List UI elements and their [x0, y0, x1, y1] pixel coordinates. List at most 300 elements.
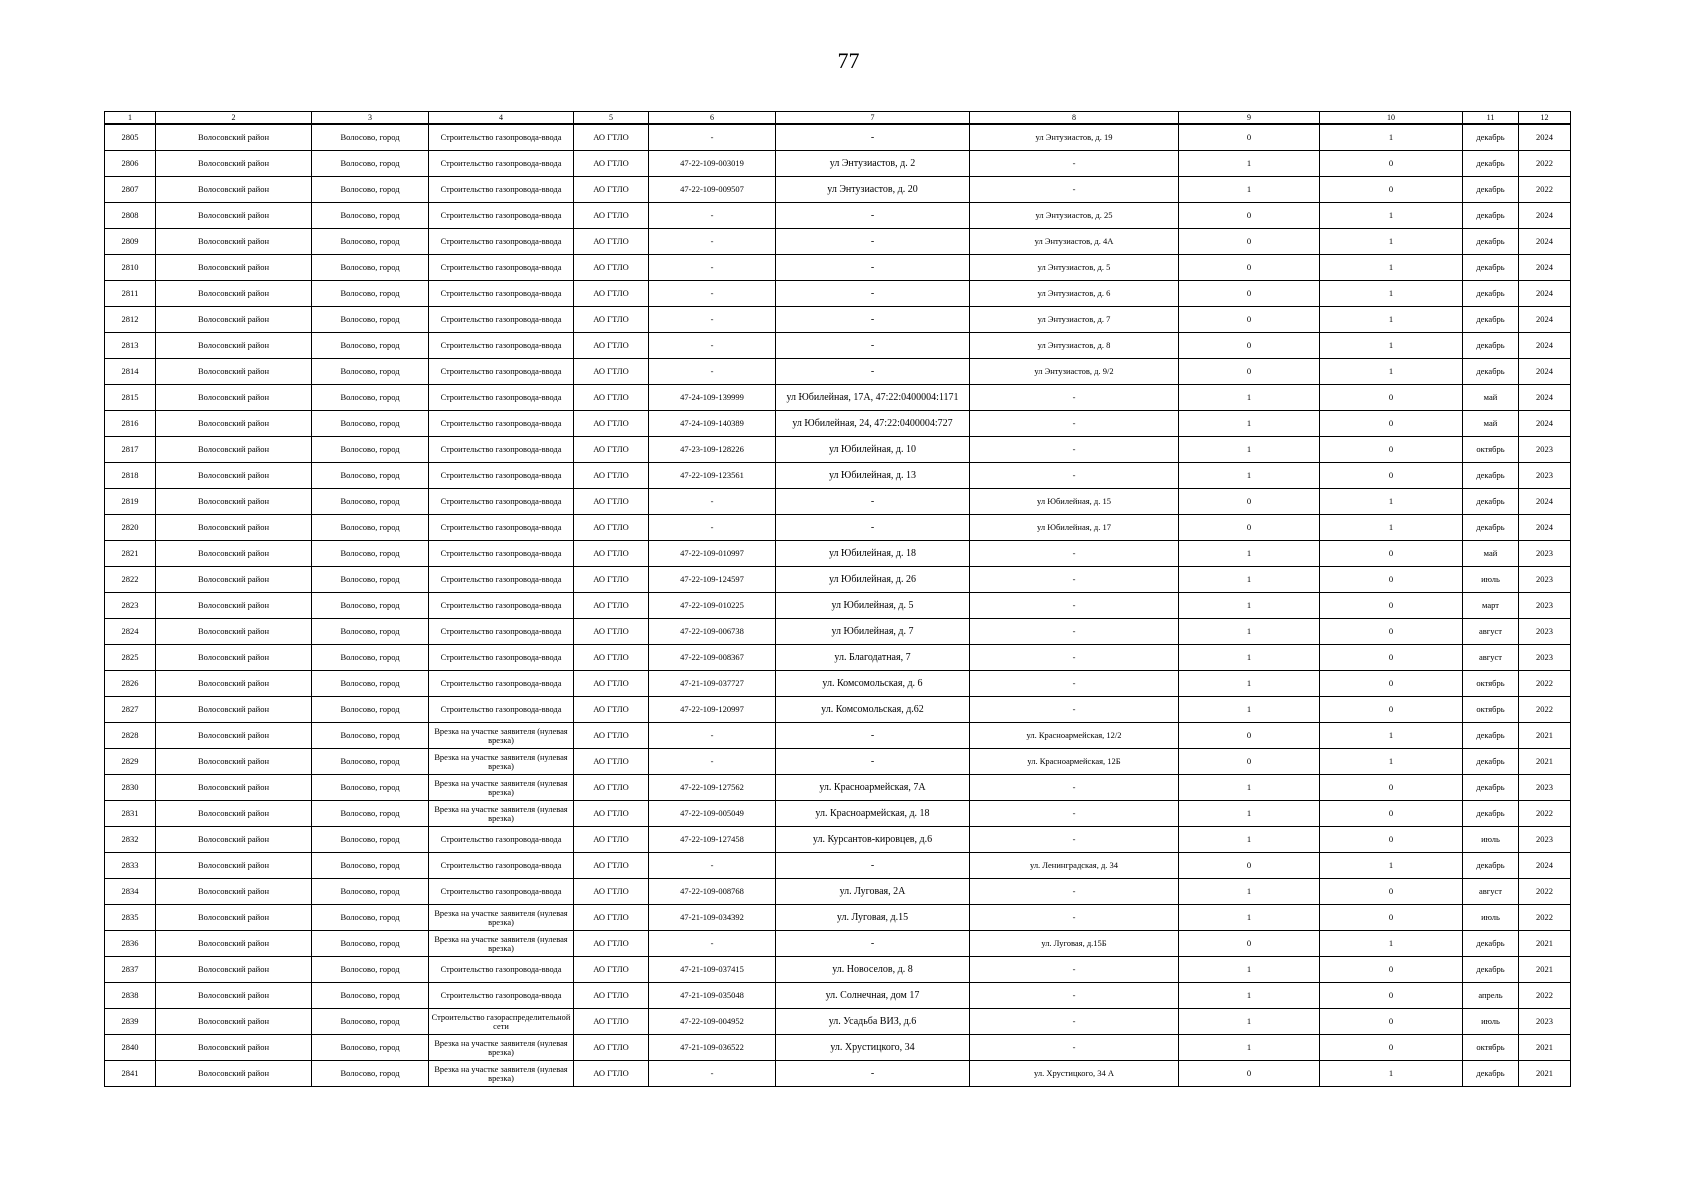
count-a-cell: 0 [1179, 489, 1320, 515]
registration-number-cell: 47-22-109-005049 [649, 801, 776, 827]
month-cell: декабрь [1463, 957, 1519, 983]
applicant-address-cell: - [970, 879, 1179, 905]
count-b-cell: 1 [1320, 1061, 1463, 1087]
work-type-cell: Строительство газораспределительной сети [429, 1009, 574, 1035]
registration-number-cell: - [649, 203, 776, 229]
count-b-cell: 0 [1320, 801, 1463, 827]
organization-cell: АО ГТЛО [574, 775, 649, 801]
organization-cell: АО ГТЛО [574, 203, 649, 229]
month-cell: декабрь [1463, 203, 1519, 229]
applicant-address-cell: ул. Хрустицкого, 34 А [970, 1061, 1179, 1087]
table-row [105, 645, 1571, 671]
district-cell: Волосовский район [156, 957, 312, 983]
work-type-cell: Строительство газопровода-ввода [429, 255, 574, 281]
year-cell: 2022 [1519, 671, 1571, 697]
object-address-cell: ул. Хрустицкого, 34 [776, 1035, 970, 1061]
applicant-address-cell: - [970, 567, 1179, 593]
settlement-cell: Волосово, город [312, 437, 429, 463]
month-cell: июль [1463, 905, 1519, 931]
settlement-cell: Волосово, город [312, 567, 429, 593]
organization-cell: АО ГТЛО [574, 124, 649, 151]
district-cell: Волосовский район [156, 515, 312, 541]
count-a-cell: 1 [1179, 775, 1320, 801]
settlement-cell: Волосово, город [312, 905, 429, 931]
settlement-cell: Волосово, город [312, 463, 429, 489]
organization-cell: АО ГТЛО [574, 229, 649, 255]
object-address-cell: - [776, 229, 970, 255]
registration-number-cell: 47-22-109-004952 [649, 1009, 776, 1035]
month-cell: август [1463, 645, 1519, 671]
organization-cell: АО ГТЛО [574, 827, 649, 853]
object-address-cell: ул. Новоселов, д. 8 [776, 957, 970, 983]
object-address-cell: ул Юбилейная, д. 10 [776, 437, 970, 463]
registration-number-cell: - [649, 124, 776, 151]
row-number-cell: 2830 [105, 775, 156, 801]
column-header: 8 [970, 112, 1179, 125]
count-a-cell: 0 [1179, 229, 1320, 255]
applicant-address-cell: ул Энтузиастов, д. 5 [970, 255, 1179, 281]
object-address-cell: ул Энтузиастов, д. 20 [776, 177, 970, 203]
object-address-cell: ул. Комсомольская, д.62 [776, 697, 970, 723]
registration-number-cell: - [649, 723, 776, 749]
row-number-cell: 2828 [105, 723, 156, 749]
month-cell: июль [1463, 1009, 1519, 1035]
applicant-address-cell: - [970, 541, 1179, 567]
year-cell: 2024 [1519, 307, 1571, 333]
header-row [105, 112, 1571, 125]
row-number-cell: 2836 [105, 931, 156, 957]
table-row [105, 515, 1571, 541]
district-cell: Волосовский район [156, 177, 312, 203]
district-cell: Волосовский район [156, 281, 312, 307]
table-row [105, 489, 1571, 515]
registration-number-cell: - [649, 359, 776, 385]
row-number-cell: 2826 [105, 671, 156, 697]
column-header: 12 [1519, 112, 1571, 125]
district-cell: Волосовский район [156, 801, 312, 827]
district-cell: Волосовский район [156, 203, 312, 229]
object-address-cell: ул. Луговая, д.15 [776, 905, 970, 931]
month-cell: июль [1463, 827, 1519, 853]
month-cell: октябрь [1463, 437, 1519, 463]
month-cell: май [1463, 411, 1519, 437]
object-address-cell: ул. Луговая, 2А [776, 879, 970, 905]
settlement-cell: Волосово, город [312, 255, 429, 281]
count-b-cell: 0 [1320, 983, 1463, 1009]
year-cell: 2023 [1519, 437, 1571, 463]
organization-cell: АО ГТЛО [574, 515, 649, 541]
row-number-cell: 2829 [105, 749, 156, 775]
count-a-cell: 0 [1179, 515, 1320, 541]
table-row [105, 801, 1571, 827]
count-a-cell: 0 [1179, 124, 1320, 151]
object-address-cell: ул. Комсомольская, д. 6 [776, 671, 970, 697]
month-cell: октябрь [1463, 1035, 1519, 1061]
row-number-cell: 2811 [105, 281, 156, 307]
row-number-cell: 2841 [105, 1061, 156, 1087]
registration-number-cell: 47-21-109-037727 [649, 671, 776, 697]
row-number-cell: 2816 [105, 411, 156, 437]
work-type-cell: Строительство газопровода-ввода [429, 515, 574, 541]
year-cell: 2022 [1519, 177, 1571, 203]
district-cell: Волосовский район [156, 567, 312, 593]
count-b-cell: 0 [1320, 541, 1463, 567]
month-cell: август [1463, 619, 1519, 645]
applicant-address-cell: - [970, 671, 1179, 697]
registration-number-cell: 47-21-109-037415 [649, 957, 776, 983]
year-cell: 2024 [1519, 359, 1571, 385]
table-row [105, 853, 1571, 879]
month-cell: декабрь [1463, 307, 1519, 333]
registration-number-cell: - [649, 489, 776, 515]
month-cell: декабрь [1463, 489, 1519, 515]
row-number-cell: 2824 [105, 619, 156, 645]
registration-number-cell: - [649, 749, 776, 775]
applicant-address-cell: - [970, 1035, 1179, 1061]
object-address-cell: ул Юбилейная, д. 5 [776, 593, 970, 619]
organization-cell: АО ГТЛО [574, 1009, 649, 1035]
count-b-cell: 1 [1320, 359, 1463, 385]
row-number-cell: 2808 [105, 203, 156, 229]
work-type-cell: Строительство газопровода-ввода [429, 827, 574, 853]
month-cell: август [1463, 879, 1519, 905]
organization-cell: АО ГТЛО [574, 437, 649, 463]
year-cell: 2021 [1519, 957, 1571, 983]
applicant-address-cell: ул. Ленинградская, д. 34 [970, 853, 1179, 879]
registration-number-cell: - [649, 333, 776, 359]
organization-cell: АО ГТЛО [574, 749, 649, 775]
month-cell: декабрь [1463, 1061, 1519, 1087]
work-type-cell: Строительство газопровода-ввода [429, 385, 574, 411]
organization-cell: АО ГТЛО [574, 593, 649, 619]
month-cell: декабрь [1463, 255, 1519, 281]
applicant-address-cell: ул Энтузиастов, д. 4А [970, 229, 1179, 255]
count-a-cell: 1 [1179, 437, 1320, 463]
organization-cell: АО ГТЛО [574, 333, 649, 359]
work-type-cell: Строительство газопровода-ввода [429, 203, 574, 229]
settlement-cell: Волосово, город [312, 801, 429, 827]
registration-number-cell: - [649, 1061, 776, 1087]
count-b-cell: 0 [1320, 1009, 1463, 1035]
object-address-cell: - [776, 489, 970, 515]
settlement-cell: Волосово, город [312, 749, 429, 775]
settlement-cell: Волосово, город [312, 411, 429, 437]
object-address-cell: - [776, 281, 970, 307]
registration-number-cell: - [649, 255, 776, 281]
organization-cell: АО ГТЛО [574, 177, 649, 203]
table-row [105, 723, 1571, 749]
district-cell: Волосовский район [156, 931, 312, 957]
applicant-address-cell: ул Энтузиастов, д. 9/2 [970, 359, 1179, 385]
month-cell: апрель [1463, 983, 1519, 1009]
settlement-cell: Волосово, город [312, 541, 429, 567]
table-row [105, 957, 1571, 983]
count-a-cell: 1 [1179, 411, 1320, 437]
district-cell: Волосовский район [156, 853, 312, 879]
count-b-cell: 0 [1320, 151, 1463, 177]
row-number-cell: 2817 [105, 437, 156, 463]
count-b-cell: 1 [1320, 124, 1463, 151]
count-a-cell: 0 [1179, 931, 1320, 957]
registration-number-cell: - [649, 853, 776, 879]
work-type-cell: Врезка на участке заявителя (нулевая врезка) [429, 723, 574, 749]
applicant-address-cell: - [970, 619, 1179, 645]
object-address-cell: - [776, 723, 970, 749]
applicant-address-cell: - [970, 463, 1179, 489]
year-cell: 2023 [1519, 645, 1571, 671]
applicant-address-cell: ул Энтузиастов, д. 7 [970, 307, 1179, 333]
table-row [105, 359, 1571, 385]
organization-cell: АО ГТЛО [574, 463, 649, 489]
applicant-address-cell: - [970, 905, 1179, 931]
district-cell: Волосовский район [156, 879, 312, 905]
count-a-cell: 1 [1179, 671, 1320, 697]
organization-cell: АО ГТЛО [574, 255, 649, 281]
object-address-cell: - [776, 1061, 970, 1087]
district-cell: Волосовский район [156, 905, 312, 931]
work-type-cell: Строительство газопровода-ввода [429, 541, 574, 567]
year-cell: 2024 [1519, 281, 1571, 307]
work-type-cell: Строительство газопровода-ввода [429, 281, 574, 307]
district-cell: Волосовский район [156, 255, 312, 281]
settlement-cell: Волосово, город [312, 515, 429, 541]
year-cell: 2022 [1519, 905, 1571, 931]
organization-cell: АО ГТЛО [574, 1061, 649, 1087]
registration-number-cell: 47-23-109-128226 [649, 437, 776, 463]
registration-number-cell: 47-22-109-008768 [649, 879, 776, 905]
work-type-cell: Врезка на участке заявителя (нулевая врезка) [429, 905, 574, 931]
applicant-address-cell: ул Энтузиастов, д. 25 [970, 203, 1179, 229]
work-type-cell: Врезка на участке заявителя (нулевая врезка) [429, 749, 574, 775]
table-row [105, 307, 1571, 333]
registration-number-cell: 47-22-109-120997 [649, 697, 776, 723]
applicant-address-cell: - [970, 177, 1179, 203]
work-type-cell: Врезка на участке заявителя (нулевая врезка) [429, 1035, 574, 1061]
count-a-cell: 1 [1179, 1035, 1320, 1061]
settlement-cell: Волосово, город [312, 489, 429, 515]
object-address-cell: ул. Красноармейская, д. 18 [776, 801, 970, 827]
district-cell: Волосовский район [156, 541, 312, 567]
count-b-cell: 1 [1320, 281, 1463, 307]
work-type-cell: Строительство газопровода-ввода [429, 671, 574, 697]
month-cell: декабрь [1463, 723, 1519, 749]
month-cell: май [1463, 385, 1519, 411]
month-cell: декабрь [1463, 463, 1519, 489]
district-cell: Волосовский район [156, 697, 312, 723]
year-cell: 2023 [1519, 1009, 1571, 1035]
work-type-cell: Строительство газопровода-ввода [429, 697, 574, 723]
count-a-cell: 1 [1179, 1009, 1320, 1035]
row-number-cell: 2822 [105, 567, 156, 593]
column-header: 4 [429, 112, 574, 125]
applicant-address-cell: - [970, 801, 1179, 827]
registration-number-cell: 47-22-109-010997 [649, 541, 776, 567]
work-type-cell: Строительство газопровода-ввода [429, 567, 574, 593]
row-number-cell: 2825 [105, 645, 156, 671]
organization-cell: АО ГТЛО [574, 957, 649, 983]
table-row [105, 879, 1571, 905]
count-b-cell: 0 [1320, 411, 1463, 437]
count-a-cell: 0 [1179, 359, 1320, 385]
work-type-cell: Врезка на участке заявителя (нулевая врезка) [429, 931, 574, 957]
object-address-cell: ул. Красноармейская, 7А [776, 775, 970, 801]
settlement-cell: Волосово, город [312, 385, 429, 411]
count-b-cell: 0 [1320, 957, 1463, 983]
count-a-cell: 1 [1179, 697, 1320, 723]
work-type-cell: Строительство газопровода-ввода [429, 177, 574, 203]
work-type-cell: Строительство газопровода-ввода [429, 411, 574, 437]
table-row [105, 697, 1571, 723]
column-header: 1 [105, 112, 156, 125]
count-a-cell: 1 [1179, 567, 1320, 593]
registration-number-cell: - [649, 515, 776, 541]
row-number-cell: 2827 [105, 697, 156, 723]
column-header: 2 [156, 112, 312, 125]
work-type-cell: Строительство газопровода-ввода [429, 879, 574, 905]
count-b-cell: 1 [1320, 229, 1463, 255]
count-b-cell: 0 [1320, 437, 1463, 463]
settlement-cell: Волосово, город [312, 619, 429, 645]
applicant-address-cell: ул. Красноармейская, 12Б [970, 749, 1179, 775]
count-b-cell: 0 [1320, 177, 1463, 203]
registration-number-cell: 47-21-109-035048 [649, 983, 776, 1009]
month-cell: декабрь [1463, 333, 1519, 359]
registration-number-cell: 47-22-109-008367 [649, 645, 776, 671]
object-address-cell: ул Юбилейная, д. 18 [776, 541, 970, 567]
row-number-cell: 2831 [105, 801, 156, 827]
year-cell: 2024 [1519, 333, 1571, 359]
settlement-cell: Волосово, город [312, 671, 429, 697]
month-cell: октябрь [1463, 697, 1519, 723]
settlement-cell: Волосово, город [312, 229, 429, 255]
count-a-cell: 0 [1179, 281, 1320, 307]
registration-number-cell: 47-24-109-139999 [649, 385, 776, 411]
organization-cell: АО ГТЛО [574, 983, 649, 1009]
applicant-address-cell: ул Юбилейная, д. 15 [970, 489, 1179, 515]
object-address-cell: ул. Усадьба ВИЗ, д.6 [776, 1009, 970, 1035]
district-cell: Волосовский район [156, 1035, 312, 1061]
year-cell: 2024 [1519, 124, 1571, 151]
row-number-cell: 2839 [105, 1009, 156, 1035]
year-cell: 2024 [1519, 385, 1571, 411]
column-header: 10 [1320, 112, 1463, 125]
row-number-cell: 2819 [105, 489, 156, 515]
settlement-cell: Волосово, город [312, 307, 429, 333]
row-number-cell: 2809 [105, 229, 156, 255]
work-type-cell: Строительство газопровода-ввода [429, 124, 574, 151]
table-row [105, 281, 1571, 307]
count-a-cell: 0 [1179, 255, 1320, 281]
table-row [105, 1035, 1571, 1061]
row-number-cell: 2820 [105, 515, 156, 541]
row-number-cell: 2838 [105, 983, 156, 1009]
district-cell: Волосовский район [156, 333, 312, 359]
count-a-cell: 1 [1179, 801, 1320, 827]
row-number-cell: 2818 [105, 463, 156, 489]
year-cell: 2023 [1519, 593, 1571, 619]
district-cell: Волосовский район [156, 983, 312, 1009]
row-number-cell: 2837 [105, 957, 156, 983]
count-a-cell: 0 [1179, 203, 1320, 229]
row-number-cell: 2810 [105, 255, 156, 281]
district-cell: Волосовский район [156, 437, 312, 463]
applicant-address-cell: - [970, 827, 1179, 853]
table-row [105, 151, 1571, 177]
year-cell: 2021 [1519, 749, 1571, 775]
settlement-cell: Волосово, город [312, 333, 429, 359]
organization-cell: АО ГТЛО [574, 697, 649, 723]
table-row [105, 437, 1571, 463]
work-type-cell: Врезка на участке заявителя (нулевая врезка) [429, 775, 574, 801]
organization-cell: АО ГТЛО [574, 723, 649, 749]
year-cell: 2024 [1519, 255, 1571, 281]
table-row [105, 567, 1571, 593]
registration-number-cell: 47-22-109-006738 [649, 619, 776, 645]
district-cell: Волосовский район [156, 463, 312, 489]
year-cell: 2023 [1519, 567, 1571, 593]
settlement-cell: Волосово, город [312, 593, 429, 619]
count-b-cell: 1 [1320, 489, 1463, 515]
organization-cell: АО ГТЛО [574, 411, 649, 437]
registry-table [104, 111, 1571, 1087]
count-b-cell: 1 [1320, 749, 1463, 775]
year-cell: 2024 [1519, 411, 1571, 437]
work-type-cell: Врезка на участке заявителя (нулевая врезка) [429, 1061, 574, 1087]
count-b-cell: 1 [1320, 931, 1463, 957]
object-address-cell: ул Юбилейная, 24, 47:22:0400004:727 [776, 411, 970, 437]
row-number-cell: 2812 [105, 307, 156, 333]
applicant-address-cell: ул. Луговая, д.15Б [970, 931, 1179, 957]
district-cell: Волосовский район [156, 723, 312, 749]
count-b-cell: 0 [1320, 905, 1463, 931]
count-b-cell: 0 [1320, 879, 1463, 905]
month-cell: декабрь [1463, 749, 1519, 775]
work-type-cell: Строительство газопровода-ввода [429, 957, 574, 983]
table-row [105, 203, 1571, 229]
object-address-cell: - [776, 124, 970, 151]
organization-cell: АО ГТЛО [574, 567, 649, 593]
registration-number-cell: 47-22-109-009507 [649, 177, 776, 203]
table-header [105, 112, 1571, 125]
month-cell: декабрь [1463, 229, 1519, 255]
count-b-cell: 1 [1320, 723, 1463, 749]
count-b-cell: 0 [1320, 463, 1463, 489]
year-cell: 2023 [1519, 619, 1571, 645]
district-cell: Волосовский район [156, 671, 312, 697]
year-cell: 2021 [1519, 1035, 1571, 1061]
work-type-cell: Строительство газопровода-ввода [429, 983, 574, 1009]
applicant-address-cell: - [970, 151, 1179, 177]
row-number-cell: 2821 [105, 541, 156, 567]
month-cell: июль [1463, 567, 1519, 593]
registration-number-cell: 47-21-109-034392 [649, 905, 776, 931]
work-type-cell: Строительство газопровода-ввода [429, 333, 574, 359]
applicant-address-cell: - [970, 385, 1179, 411]
count-a-cell: 1 [1179, 645, 1320, 671]
organization-cell: АО ГТЛО [574, 359, 649, 385]
count-a-cell: 0 [1179, 1061, 1320, 1087]
count-b-cell: 0 [1320, 645, 1463, 671]
district-cell: Волосовский район [156, 124, 312, 151]
year-cell: 2023 [1519, 541, 1571, 567]
registration-number-cell: 47-22-109-124597 [649, 567, 776, 593]
district-cell: Волосовский район [156, 619, 312, 645]
object-address-cell: - [776, 853, 970, 879]
year-cell: 2024 [1519, 229, 1571, 255]
settlement-cell: Волосово, город [312, 645, 429, 671]
applicant-address-cell: - [970, 697, 1179, 723]
registration-number-cell: 47-22-109-010225 [649, 593, 776, 619]
